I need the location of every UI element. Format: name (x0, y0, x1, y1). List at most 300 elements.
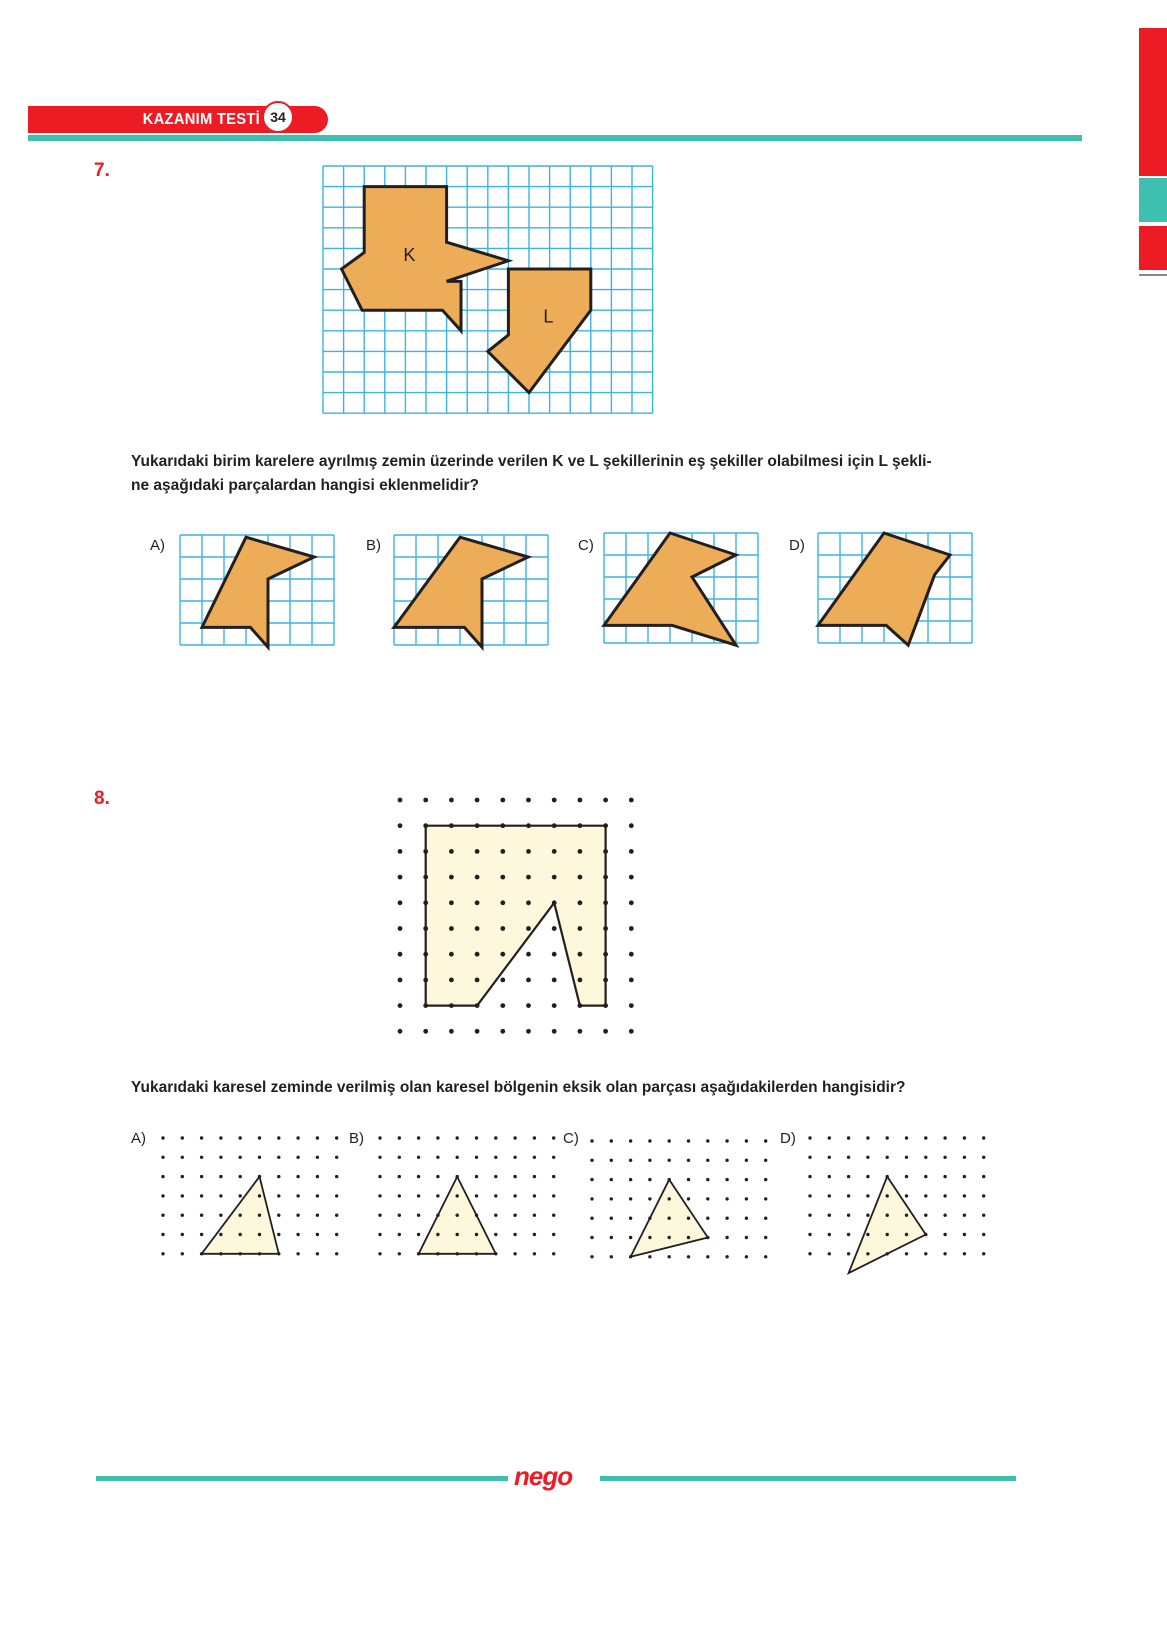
grid-dot (296, 1252, 299, 1255)
grid-dot (866, 1252, 869, 1255)
grid-dot (456, 1175, 459, 1178)
option-d-triangle (849, 1177, 926, 1274)
grid-dot (629, 1255, 632, 1258)
grid-dot (277, 1136, 280, 1139)
grid-dot (378, 1233, 381, 1236)
q7-option-d-label[interactable]: D) (789, 537, 805, 554)
grid-dot (629, 1029, 634, 1034)
grid-dot (219, 1214, 222, 1217)
grid-dot (578, 823, 583, 828)
grid-dot (866, 1214, 869, 1217)
grid-dot (745, 1236, 748, 1239)
side-tab-teal (1139, 178, 1167, 222)
grid-dot (687, 1255, 690, 1258)
grid-dot (764, 1159, 767, 1162)
grid-dot (745, 1139, 748, 1142)
grid-dot (475, 849, 480, 854)
grid-dot (500, 798, 505, 803)
grid-dot (526, 926, 531, 931)
grid-dot (378, 1194, 381, 1197)
grid-dot (417, 1252, 420, 1255)
grid-dot (181, 1156, 184, 1159)
grid-dot (603, 875, 608, 880)
grid-dot (475, 1136, 478, 1139)
grid-dot (378, 1214, 381, 1217)
grid-dot (475, 798, 480, 803)
grid-dot (181, 1136, 184, 1139)
grid-dot (296, 1214, 299, 1217)
grid-dot (725, 1159, 728, 1162)
grid-dot (610, 1236, 613, 1239)
grid-dot (277, 1194, 280, 1197)
grid-dot (494, 1136, 497, 1139)
grid-dot (316, 1156, 319, 1159)
grid-dot (456, 1156, 459, 1159)
q7-option-b-figure[interactable] (394, 535, 548, 650)
grid-dot (847, 1156, 850, 1159)
grid-dot (398, 875, 403, 880)
grid-dot (475, 1156, 478, 1159)
grid-dot (335, 1233, 338, 1236)
grid-dot (668, 1217, 671, 1220)
grid-dot (590, 1139, 593, 1142)
grid-dot (610, 1197, 613, 1200)
grid-dot (603, 1029, 608, 1034)
grid-dot (886, 1156, 889, 1159)
grid-dot (398, 1175, 401, 1178)
grid-dot (423, 849, 428, 854)
grid-dot (335, 1175, 338, 1178)
grid-dot (745, 1255, 748, 1258)
grid-dot (277, 1214, 280, 1217)
grid-dot (963, 1175, 966, 1178)
grid-dot (526, 798, 531, 803)
grid-dot (500, 926, 505, 931)
grid-dot (866, 1156, 869, 1159)
grid-dot (258, 1233, 261, 1236)
grid-dot (745, 1217, 748, 1220)
publisher-logo: nego (514, 1461, 573, 1491)
grid-dot (982, 1252, 985, 1255)
grid-dot (905, 1175, 908, 1178)
test-number-badge: 34 (262, 101, 294, 133)
grid-dot (239, 1233, 242, 1236)
grid-dot (161, 1194, 164, 1197)
grid-dot (578, 1003, 583, 1008)
grid-dot (725, 1139, 728, 1142)
grid-dot (494, 1214, 497, 1217)
grid-dot (475, 1252, 478, 1255)
grid-dot (706, 1139, 709, 1142)
grid-dot (629, 823, 634, 828)
grid-dot (423, 978, 428, 983)
grid-dot (533, 1156, 536, 1159)
grid-dot (398, 978, 403, 983)
grid-dot (475, 900, 480, 905)
grid-dot (417, 1233, 420, 1236)
grid-dot (886, 1136, 889, 1139)
grid-dot (866, 1233, 869, 1236)
grid-dot (828, 1214, 831, 1217)
grid-dot (725, 1217, 728, 1220)
grid-dot (610, 1178, 613, 1181)
grid-dot (398, 952, 403, 957)
grid-dot (398, 798, 403, 803)
grid-dot (475, 1175, 478, 1178)
grid-dot (590, 1255, 593, 1258)
grid-dot (417, 1156, 420, 1159)
grid-dot (648, 1236, 651, 1239)
grid-dot (629, 1217, 632, 1220)
grid-dot (687, 1139, 690, 1142)
grid-dot (219, 1252, 222, 1255)
grid-dot (629, 1178, 632, 1181)
grid-dot (552, 1175, 555, 1178)
grid-dot (296, 1175, 299, 1178)
grid-dot (398, 1233, 401, 1236)
grid-dot (943, 1233, 946, 1236)
grid-dot (552, 1003, 557, 1008)
grid-dot (200, 1175, 203, 1178)
grid-dot (578, 926, 583, 931)
grid-dot (417, 1214, 420, 1217)
grid-dot (963, 1136, 966, 1139)
grid-dot (629, 1139, 632, 1142)
grid-dot (161, 1214, 164, 1217)
grid-dot (500, 900, 505, 905)
grid-dot (494, 1156, 497, 1159)
grid-dot (828, 1175, 831, 1178)
grid-dot (629, 1236, 632, 1239)
q7-option-c-figure[interactable] (604, 533, 768, 648)
grid-dot (828, 1233, 831, 1236)
grid-dot (316, 1233, 319, 1236)
grid-dot (423, 1003, 428, 1008)
grid-dot (706, 1236, 709, 1239)
grid-dot (475, 823, 480, 828)
grid-dot (449, 823, 454, 828)
q7-option-d-figure[interactable] (818, 533, 973, 648)
grid-dot (219, 1156, 222, 1159)
grid-dot (161, 1252, 164, 1255)
grid-dot (316, 1214, 319, 1217)
q8-option-b-figure[interactable] (380, 1138, 560, 1298)
grid-dot (239, 1194, 242, 1197)
grid-dot (629, 1159, 632, 1162)
grid-dot (456, 1194, 459, 1197)
grid-dot (552, 1156, 555, 1159)
grid-dot (500, 978, 505, 983)
grid-dot (905, 1156, 908, 1159)
grid-dot (886, 1214, 889, 1217)
grid-dot (706, 1197, 709, 1200)
grid-dot (533, 1214, 536, 1217)
grid-dot (513, 1194, 516, 1197)
grid-dot (610, 1255, 613, 1258)
grid-dot (764, 1197, 767, 1200)
grid-dot (513, 1156, 516, 1159)
grid-dot (648, 1178, 651, 1181)
grid-dot (449, 1029, 454, 1034)
grid-dot (335, 1136, 338, 1139)
grid-dot (629, 1197, 632, 1200)
grid-dot (552, 1194, 555, 1197)
grid-dot (513, 1252, 516, 1255)
grid-dot (335, 1252, 338, 1255)
grid-dot (668, 1159, 671, 1162)
grid-dot (181, 1194, 184, 1197)
grid-dot (552, 900, 557, 905)
grid-dot (963, 1214, 966, 1217)
question-7-text-line-1: Yukarıdaki birim karelere ayrılmış zemin üzerinde verilen K ve L şekillerinin eş şekiller olabilmesi için L şekli- (131, 453, 932, 470)
grid-dot (277, 1156, 280, 1159)
grid-dot (886, 1175, 889, 1178)
grid-dot (590, 1197, 593, 1200)
grid-dot (668, 1236, 671, 1239)
grid-dot (500, 1003, 505, 1008)
grid-dot (296, 1136, 299, 1139)
grid-dot (629, 1003, 634, 1008)
q8-option-a-figure[interactable] (163, 1138, 343, 1298)
grid-dot (423, 926, 428, 931)
shape-k (342, 187, 509, 331)
q8-option-c-label[interactable]: C) (563, 1130, 579, 1147)
grid-dot (943, 1136, 946, 1139)
grid-dot (475, 952, 480, 957)
grid-dot (219, 1175, 222, 1178)
grid-dot (378, 1136, 381, 1139)
grid-dot (161, 1136, 164, 1139)
grid-dot (258, 1214, 261, 1217)
grid-dot (219, 1233, 222, 1236)
grid-dot (316, 1136, 319, 1139)
grid-dot (706, 1255, 709, 1258)
grid-dot (648, 1197, 651, 1200)
q8-option-d-figure[interactable] (810, 1138, 990, 1298)
grid-dot (436, 1252, 439, 1255)
grid-dot (161, 1156, 164, 1159)
grid-dot (610, 1139, 613, 1142)
grid-dot (629, 978, 634, 983)
grid-dot (181, 1252, 184, 1255)
grid-dot (603, 926, 608, 931)
grid-dot (847, 1175, 850, 1178)
grid-dot (475, 926, 480, 931)
grid-dot (924, 1233, 927, 1236)
grid-dot (603, 849, 608, 854)
grid-dot (436, 1233, 439, 1236)
grid-dot (436, 1175, 439, 1178)
grid-dot (423, 798, 428, 803)
grid-dot (526, 900, 531, 905)
grid-dot (610, 1217, 613, 1220)
grid-dot (629, 952, 634, 957)
grid-dot (866, 1175, 869, 1178)
grid-dot (161, 1175, 164, 1178)
grid-dot (924, 1194, 927, 1197)
grid-dot (239, 1175, 242, 1178)
grid-dot (603, 978, 608, 983)
grid-dot (808, 1136, 811, 1139)
grid-dot (725, 1236, 728, 1239)
grid-dot (316, 1252, 319, 1255)
grid-dot (905, 1136, 908, 1139)
grid-dot (706, 1159, 709, 1162)
grid-dot (943, 1194, 946, 1197)
grid-dot (436, 1136, 439, 1139)
grid-dot (258, 1194, 261, 1197)
grid-dot (590, 1178, 593, 1181)
grid-dot (668, 1139, 671, 1142)
grid-dot (578, 900, 583, 905)
grid-dot (905, 1194, 908, 1197)
grid-dot (629, 875, 634, 880)
grid-dot (963, 1194, 966, 1197)
q8-option-b-label[interactable]: B) (349, 1130, 364, 1147)
grid-dot (668, 1255, 671, 1258)
grid-dot (924, 1156, 927, 1159)
grid-dot (668, 1197, 671, 1200)
grid-dot (417, 1136, 420, 1139)
grid-dot (706, 1217, 709, 1220)
grid-dot (552, 926, 557, 931)
grid-dot (219, 1194, 222, 1197)
grid-dot (603, 952, 608, 957)
grid-dot (866, 1194, 869, 1197)
grid-dot (239, 1136, 242, 1139)
grid-dot (943, 1175, 946, 1178)
grid-dot (725, 1197, 728, 1200)
grid-dot (610, 1159, 613, 1162)
grid-dot (398, 1194, 401, 1197)
grid-dot (200, 1136, 203, 1139)
grid-dot (828, 1194, 831, 1197)
grid-dot (886, 1252, 889, 1255)
side-tab-red-2 (1139, 226, 1167, 270)
grid-dot (603, 900, 608, 905)
grid-dot (219, 1136, 222, 1139)
grid-dot (629, 849, 634, 854)
grid-dot (417, 1175, 420, 1178)
test-title: KAZANIM TESTİ (142, 111, 260, 128)
grid-dot (258, 1252, 261, 1255)
grid-dot (449, 1003, 454, 1008)
grid-dot (423, 900, 428, 905)
grid-dot (475, 1029, 480, 1034)
grid-dot (552, 1136, 555, 1139)
grid-dot (277, 1252, 280, 1255)
grid-dot (847, 1214, 850, 1217)
grid-dot (764, 1178, 767, 1181)
grid-dot (706, 1178, 709, 1181)
grid-dot (963, 1252, 966, 1255)
grid-dot (943, 1214, 946, 1217)
grid-dot (687, 1217, 690, 1220)
question-7-grid-figure (323, 166, 653, 414)
grid-dot (526, 978, 531, 983)
side-tab-divider (1139, 274, 1167, 276)
grid-dot (258, 1175, 261, 1178)
header-divider (28, 135, 1082, 141)
grid-dot (847, 1136, 850, 1139)
q7-option-a-figure[interactable] (180, 535, 334, 650)
grid-dot (603, 823, 608, 828)
grid-dot (808, 1252, 811, 1255)
q8-option-c-figure[interactable] (592, 1141, 772, 1301)
q7-option-b-label[interactable]: B) (366, 537, 381, 554)
grid-dot (378, 1252, 381, 1255)
grid-dot (924, 1252, 927, 1255)
grid-dot (924, 1175, 927, 1178)
grid-dot (398, 823, 403, 828)
grid-dot (828, 1136, 831, 1139)
grid-dot (552, 1214, 555, 1217)
grid-dot (590, 1159, 593, 1162)
q7-option-c-label[interactable]: C) (578, 537, 594, 554)
grid-dot (398, 1136, 401, 1139)
grid-dot (378, 1156, 381, 1159)
grid-dot (436, 1156, 439, 1159)
grid-dot (200, 1233, 203, 1236)
grid-dot (808, 1233, 811, 1236)
grid-dot (552, 875, 557, 880)
grid-dot (629, 798, 634, 803)
grid-dot (924, 1136, 927, 1139)
grid-dot (552, 798, 557, 803)
grid-dot (398, 900, 403, 905)
grid-dot (648, 1255, 651, 1258)
grid-dot (578, 1029, 583, 1034)
grid-dot (687, 1178, 690, 1181)
grid-dot (296, 1156, 299, 1159)
grid-dot (398, 926, 403, 931)
question-8-number: 8. (94, 788, 110, 809)
grid-dot (526, 823, 531, 828)
grid-dot (963, 1156, 966, 1159)
grid-dot (629, 926, 634, 931)
grid-dot (475, 1194, 478, 1197)
question-7-text (131, 450, 1031, 498)
grid-dot (982, 1214, 985, 1217)
grid-dot (398, 1214, 401, 1217)
grid-dot (335, 1156, 338, 1159)
grid-dot (456, 1233, 459, 1236)
grid-dot (552, 823, 557, 828)
grid-dot (526, 952, 531, 957)
grid-dot (687, 1197, 690, 1200)
grid-dot (449, 926, 454, 931)
q8-option-d-label[interactable]: D) (780, 1130, 796, 1147)
grid-dot (423, 952, 428, 957)
grid-dot (513, 1136, 516, 1139)
grid-dot (277, 1233, 280, 1236)
grid-dot (526, 1003, 531, 1008)
grid-dot (764, 1255, 767, 1258)
grid-dot (905, 1214, 908, 1217)
grid-dot (866, 1136, 869, 1139)
grid-dot (398, 849, 403, 854)
grid-dot (590, 1217, 593, 1220)
grid-dot (513, 1214, 516, 1217)
grid-dot (552, 1252, 555, 1255)
grid-dot (725, 1255, 728, 1258)
q8-option-a-label[interactable]: A) (131, 1130, 146, 1147)
grid-dot (603, 1003, 608, 1008)
q7-option-a-label[interactable]: A) (150, 537, 165, 554)
grid-dot (181, 1175, 184, 1178)
grid-dot (886, 1233, 889, 1236)
grid-dot (668, 1178, 671, 1181)
